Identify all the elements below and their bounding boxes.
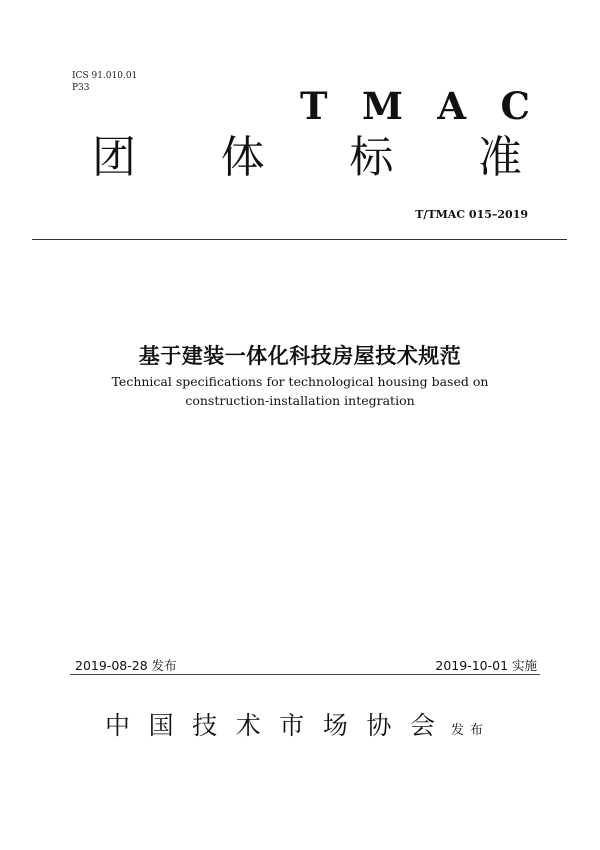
issuer-name	[105, 706, 435, 742]
doc-type-heading	[92, 132, 522, 184]
doc-type-char: 准	[477, 132, 522, 183]
org-mark	[300, 84, 530, 128]
doc-type-char: 体	[220, 132, 265, 183]
issuer-char: 场	[322, 711, 348, 740]
classification-codes	[72, 70, 137, 94]
effective-date: 2019-10-01 实施	[435, 658, 537, 673]
title-english	[0, 372, 600, 410]
top-divider	[32, 239, 567, 240]
issuer-char: 会	[409, 711, 435, 740]
title-english-line: Technical specifications for technological housing based on	[111, 374, 489, 389]
doc-type-char: 标	[349, 132, 394, 183]
ics-code: ICS 91.010.01	[72, 71, 138, 81]
issuer-char: 国	[148, 711, 174, 740]
org-mark-letter: C	[500, 84, 530, 128]
org-mark-letter: M	[361, 84, 403, 128]
issuer-char: 市	[279, 711, 305, 740]
doc-type-char: 团	[92, 132, 136, 183]
org-mark-letter: T	[300, 84, 328, 128]
issuer-char: 技	[192, 711, 218, 740]
title-english-line: construction-installation integration	[185, 393, 415, 408]
issuer-suffix: 发布	[451, 723, 490, 738]
org-mark-letter: A	[437, 84, 467, 128]
issuer-char: 协	[366, 711, 392, 740]
bottom-divider	[70, 674, 540, 675]
issuer	[105, 706, 489, 742]
issuer-char: 术	[235, 711, 261, 740]
publish-date: 2019-08-28 发布	[75, 658, 177, 673]
title-chinese: 基于建装一体化科技房屋技术规范	[138, 344, 462, 368]
standard-number: T/TMAC 015–2019	[415, 208, 528, 221]
ccs-code: P33	[72, 83, 90, 93]
issuer-char: 中	[105, 711, 131, 740]
